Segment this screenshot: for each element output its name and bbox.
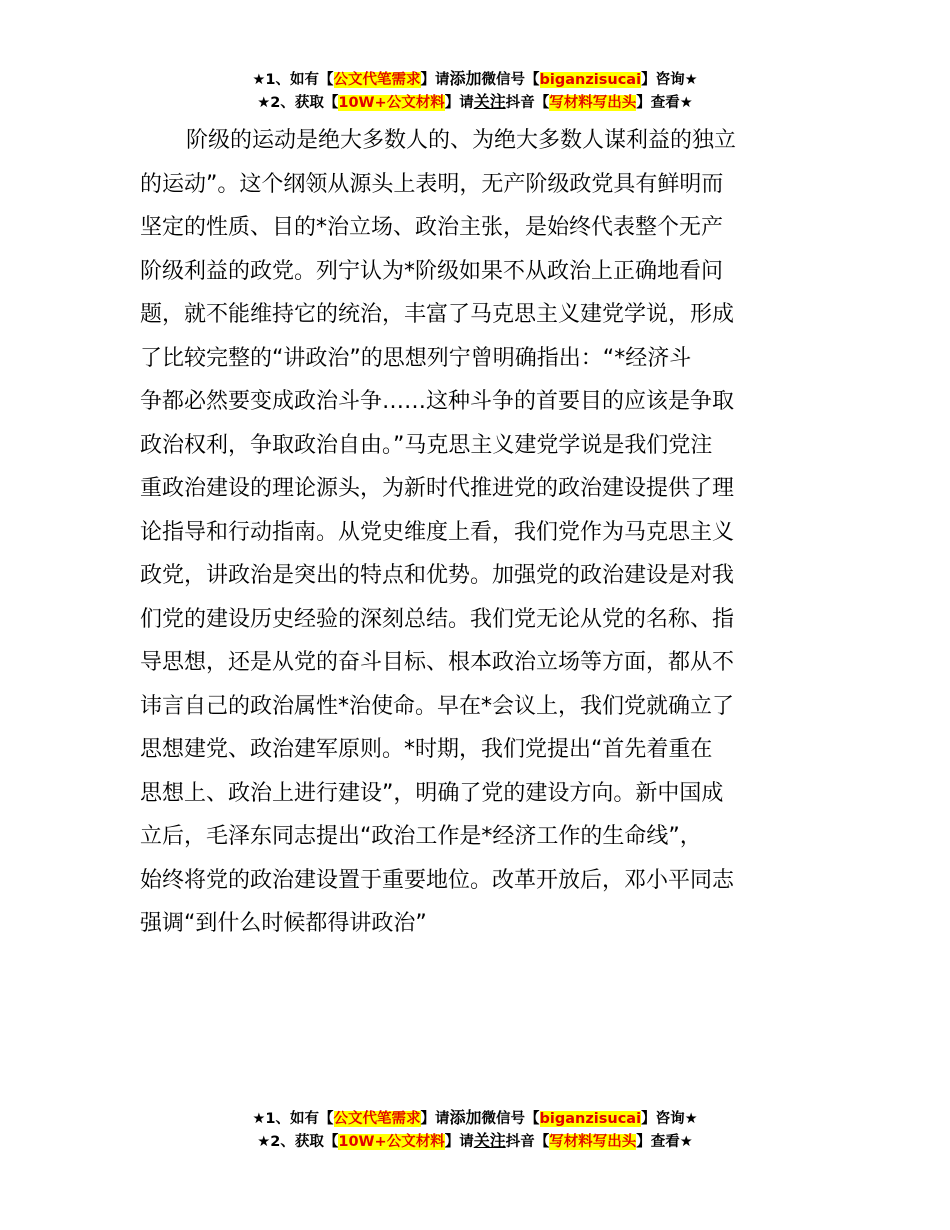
body-line: 讳言自己的政治属性*治使命。早在*会议上，我们党就确立了: [140, 693, 735, 719]
bracket: 】: [420, 1111, 435, 1127]
footer-line-1-prefix: 1、如有: [265, 1111, 319, 1127]
highlight-materials: 10W+公文材料: [338, 1134, 445, 1150]
bracket: 【: [534, 1134, 550, 1150]
highlight-ghostwriting: 公文代笔需求: [333, 72, 421, 88]
highlight-douyin-account: 写材料写出头: [549, 95, 637, 111]
bracket: 【: [534, 95, 550, 111]
bracket: 】: [444, 1134, 460, 1150]
bracket: 【: [323, 1134, 339, 1150]
highlight-wechat-id: biganzisucai: [539, 1111, 642, 1127]
highlight-ghostwriting: 公文代笔需求: [333, 1111, 421, 1127]
body-line: 思想建党、政治建军原则。*时期，我们党提出“首先着重在: [140, 737, 713, 762]
star-icon: ★: [257, 95, 271, 111]
header-line-1-text: 请: [435, 72, 450, 88]
body-line: 们党的建设历史经验的深刻总结。我们党无论从党的名称、指: [140, 606, 735, 632]
body-line: 争都必然要变成政治斗争……这种斗争的首要目的应该是争取: [140, 389, 735, 414]
bracket: 【: [319, 1111, 334, 1127]
highlight-douyin-account: 写材料写出头: [549, 1134, 637, 1150]
footer-line-1-suffix: 咨询: [655, 1111, 685, 1127]
footer-line-1-text: 添加: [449, 1108, 482, 1127]
body-line: 思想上、政治上进行建设”，明确了党的建设方向。新中国成: [140, 780, 724, 806]
header-line-2-text: 关注: [473, 92, 506, 111]
body-line: 重政治建设的理论源头，为新时代推进党的政治建设提供了理: [140, 476, 735, 501]
bracket: 】: [444, 95, 460, 111]
footer-line-2-prefix: 2、获取: [270, 1134, 324, 1150]
bracket: 【: [319, 72, 334, 88]
body-line: 坚定的性质、目的*治立场、政治主张，是始终代表整个无产: [140, 215, 724, 240]
star-icon: ★: [679, 1134, 693, 1150]
header-line-1-suffix: 咨询: [655, 72, 685, 88]
bracket: 】: [641, 72, 656, 88]
body-line: 强调“到什么时候都得讲政治”: [140, 911, 427, 936]
star-icon: ★: [679, 95, 693, 111]
footer-line-2-text: 请: [459, 1134, 474, 1150]
bracket: 】: [641, 1111, 656, 1127]
footer-line-2-suffix: 查看: [650, 1134, 680, 1150]
header-line-1-text: 微信号: [481, 72, 526, 88]
footer-line-1: [0, 1107, 950, 1130]
header-line-2-suffix: 查看: [650, 95, 680, 111]
document-body: [140, 119, 812, 946]
footer-line-1-text: 微信号: [481, 1111, 526, 1127]
body-line: 导思想，还是从党的奋斗目标、根本政治立场等方面，都从不: [140, 650, 735, 675]
footer-banner: [0, 1107, 950, 1153]
star-icon: ★: [252, 1111, 266, 1127]
highlight-materials: 10W+公文材料: [338, 95, 445, 111]
footer-line-1-text: 请: [435, 1111, 450, 1127]
star-icon: ★: [257, 1134, 271, 1150]
body-line: 立后，毛泽东同志提出“政治工作是*经济工作的生命线”，: [140, 824, 702, 849]
bracket: 【: [323, 95, 339, 111]
header-banner: [0, 68, 950, 114]
header-line-2: [0, 91, 950, 114]
body-line: 论指导和行动指南。从党史维度上看，我们党作为马克思主义: [140, 519, 735, 545]
highlight-wechat-id: biganzisucai: [539, 72, 642, 88]
body-line: 了比较完整的“讲政治”的思想列宁曾明确指出：“*经济斗: [140, 345, 692, 371]
body-line: 阶级的运动是绝大多数人的、为绝大多数人谋利益的独立: [186, 128, 737, 153]
bracket: 】: [420, 72, 435, 88]
bracket: 】: [636, 95, 651, 111]
footer-line-2-text: 关注: [473, 1131, 506, 1150]
star-icon: ★: [684, 1111, 698, 1127]
header-line-1-text: 添加: [449, 69, 482, 88]
header-line-2-text: 请: [459, 95, 474, 111]
body-line: 政党，讲政治是突出的特点和优势。加强党的政治建设是对我: [140, 563, 735, 588]
star-icon: ★: [684, 72, 698, 88]
body-line: 始终将党的政治建设置于重要地位。改革开放后，邓小平同志: [140, 867, 735, 893]
footer-line-2-text: 抖音: [505, 1134, 535, 1150]
bracket: 【: [525, 1111, 540, 1127]
body-line: 政治权利，争取政治自由。”马克思主义建党学说是我们党注: [140, 432, 713, 458]
header-line-2-prefix: 2、获取: [270, 95, 324, 111]
header-line-2-text: 抖音: [505, 95, 535, 111]
header-line-1-prefix: 1、如有: [265, 72, 319, 88]
bracket: 】: [636, 1134, 651, 1150]
star-icon: ★: [252, 72, 266, 88]
bracket: 【: [525, 72, 540, 88]
body-line: 阶级利益的政党。列宁认为*阶级如果不从政治上正确地看问: [140, 258, 724, 284]
body-line: 题，就不能维持它的统治，丰富了马克思主义建党学说，形成: [140, 302, 735, 327]
footer-line-2: [0, 1130, 950, 1153]
body-line: 的运动”。这个纲领从源头上表明，无产阶级政党具有鲜明而: [140, 171, 724, 197]
header-line-1: [0, 68, 950, 91]
